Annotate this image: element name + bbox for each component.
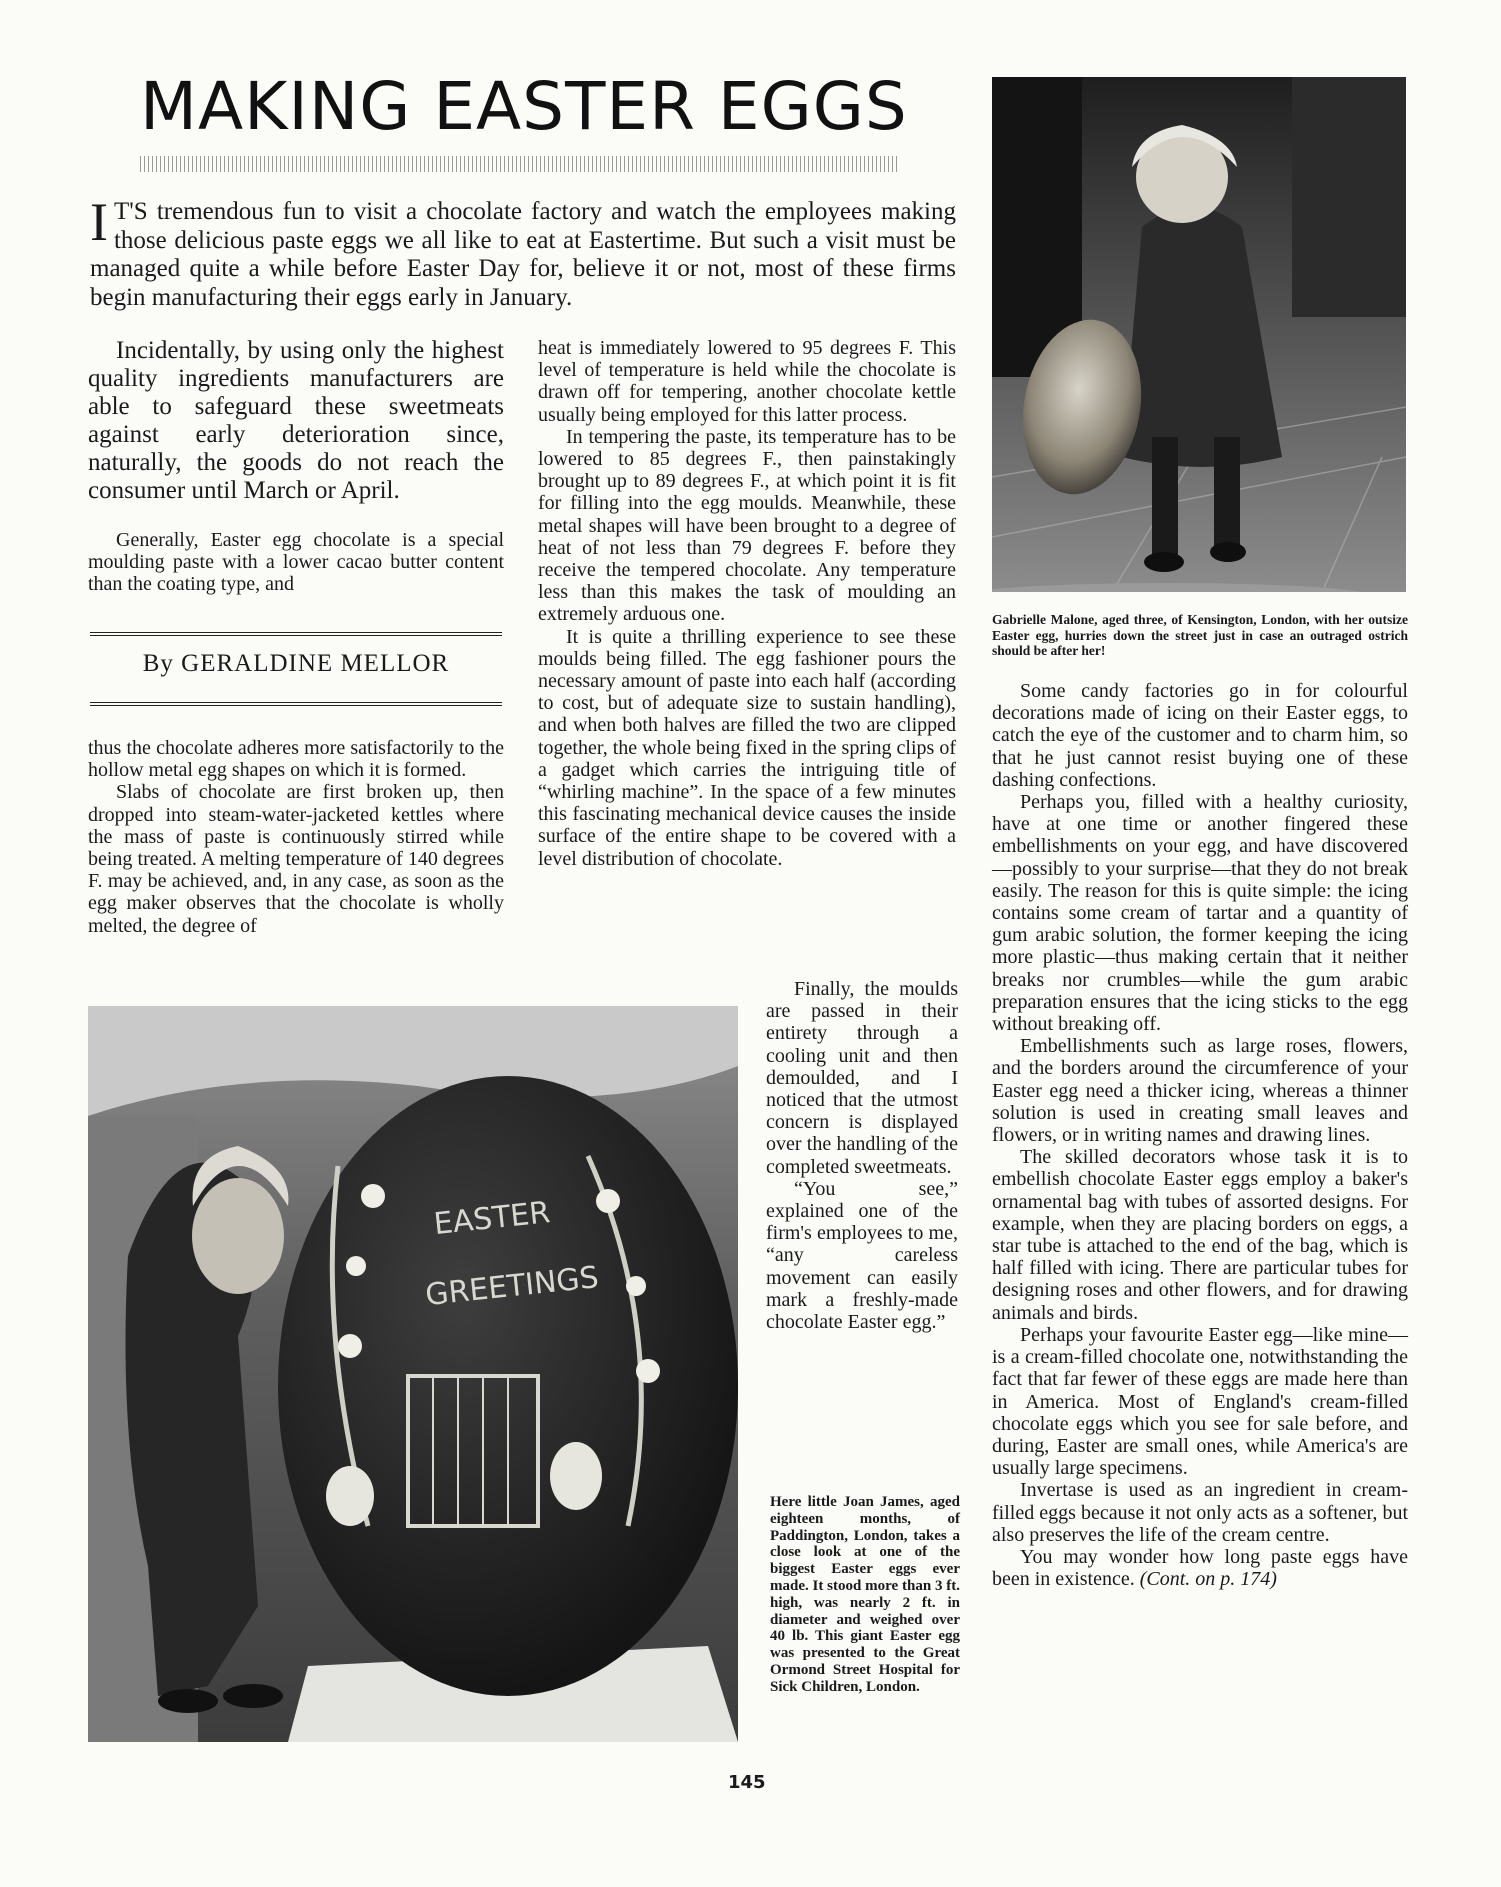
- col2-paragraph-5: “You see,” explained one of the firm's employees to me, “any careless movement can easily mark a freshly-made chocolate Easter egg.”: [766, 1177, 958, 1334]
- page-number: 145: [728, 1772, 766, 1793]
- col3-paragraph-1: Some candy factories go in for colourful decorations made of icing on their Easter eggs, to catch the eye of the customer and to charm him, so that he just cannot resist buying one of these dashing confections.: [992, 680, 1408, 791]
- photo-giant-easter-egg: [88, 1006, 738, 1742]
- article-title: MAKING EASTER EGGS: [140, 68, 908, 145]
- continued-note: (Cont. on p. 174): [1139, 1568, 1277, 1591]
- col1-paragraph-4: Slabs of chocolate are first broken up, then dropped into steam-water-jacketed kettles where the mass of paste is continuously stirred while being treated. A melting temperature of 140 degrees F. may be achieved, and, in any case, as soon as the egg maker observes that the chocolate is wholly melted, the degree of: [88, 781, 504, 937]
- egg-text-line-2: GREETINGS: [423, 1260, 601, 1314]
- col1-block-b: [88, 737, 504, 937]
- col2-paragraph-4: Finally, the moulds are passed in their entirety through a cooling unit and then demoulded, and I noticed that the utmost concern is displayed over the handling of the completed sweetmeats.: [766, 978, 958, 1178]
- col3-paragraph-2: Perhaps you, filled with a healthy curiosity, have at one time or another fingered these embellishments on your egg, and have discovered—possibly to your surprise—that they do not break easily. The reason for this is quite simple: the icing contains some cream of tartar and a quantity of gum arabic solution, the former keeping the icing more plastic—thus making certain that it neither breaks nor crumbles—while the gum arabic preparation ensures that the icing sticks to the egg without breaking off.: [992, 791, 1408, 1036]
- col3-paragraph-4: The skilled decorators whose task it is to embellish chocolate Easter eggs employ a baker's ornamental bag with tubes of assorted designs. For example, when they are placing borders on eggs, a star tube is attached to the end of the bag, which is half filled with icing. There are particular tubes for designing roses and other flowers, and for drawing animals and birds.: [992, 1146, 1408, 1324]
- col1-block-a: [88, 529, 504, 596]
- col1-paragraph-3: thus the chocolate adheres more satisfactorily to the hollow metal egg shapes on which it is formed.: [88, 737, 504, 782]
- intro-paragraph: [90, 192, 956, 312]
- col3-paragraph-7-text: You may wonder how long paste eggs have been in existence.: [992, 1545, 1408, 1591]
- egg-text-line-1: EASTER: [432, 1195, 552, 1243]
- col2-paragraph-1: heat is immediately lowered to 95 degrees F. This level of temperature is held while the chocolate is drawn off for tempering, another chocolate kettle usually being employed for this latter process.: [538, 337, 956, 426]
- col1-paragraph-1: Incidentally, by using only the highest quality ingredients manufacturers are able to safeguard these sweetmeats against early deterioration since, naturally, the goods do not reach the consumer until March or April.: [88, 337, 504, 504]
- col3-paragraph-6: Invertase is used as an ingredient in cream-filled eggs because it not only acts as a softener, but also preserves the life of the cream centre.: [992, 1479, 1408, 1546]
- col3-block: [992, 680, 1408, 1590]
- author-byline: By GERALDINE MELLOR: [142, 650, 450, 677]
- photo-caption-bottom: Here little Joan James, aged eighteen months, of Paddington, London, takes a close look at one of the biggest Easter eggs ever made. It stood more than 3 ft. high, was nearly 2 ft. in diameter and weighed over 40 lb. This giant Easter egg was presented to the Great Ormond Street Hospital for Sick Children, London.: [770, 1494, 960, 1695]
- title-underline-rule: [140, 156, 900, 172]
- drop-cap: I: [90, 192, 108, 252]
- col3-paragraph-3: Embellishments such as large roses, flowers, and the borders around the circumference of your Easter egg need a thicker icing, whereas a thinner solution is used in creating small leaves and flowers, or in writing names and drawing lines.: [992, 1035, 1408, 1147]
- col2-block-a: [538, 337, 956, 870]
- col2-paragraph-3: It is quite a thrilling experience to see these moulds being filled. The egg fashioner pours the necessary amount of paste into each half (according to cost, but of adequate size to sustain handling), and when both halves are filled the two are clipped together, the whole being fixed in the spring clips of a gadget which carries the intriguing title of “whirling machine”. In the space of a few minutes this fascinating mechanical device causes the inside surface of the entire shape to be covered with a level distribution of chocolate.: [538, 625, 956, 870]
- col3-paragraph-5: Perhaps your favourite Easter egg—like mine—is a cream-filled chocolate one, notwithstanding the fact that far fewer of these eggs are made here than in America. Most of England's cream-filled chocolate eggs which you see for sale before, and during, Easter are small ones, while America's are usually large specimens.: [992, 1323, 1408, 1480]
- col2-paragraph-2: In tempering the paste, its temperature has to be lowered to 85 degrees F., then painstakingly brought up to 89 degrees F., at which point it is fit for filling into the egg moulds. Meanwhile, these metal shapes will have been brought to a degree of heat of not less than 79 degrees F. before they receive the tempered chocolate. Any temperature less than this makes the task of moulding an extremely arduous one.: [538, 425, 956, 626]
- col3-paragraph-7: [992, 1546, 1408, 1590]
- col2-block-b: [766, 978, 958, 1333]
- col1-paragraph-2: Generally, Easter egg chocolate is a special moulding paste with a lower cacao butter content than the coating type, and: [88, 529, 504, 596]
- photo-girl-with-egg: [992, 77, 1406, 592]
- intro-text: T'S tremendous fun to visit a chocolate factory and watch the employees making those delicious paste eggs we all like to eat at Eastertime. But such a visit must be managed quite a while before Easter Day for, believe it or not, most of these firms begin manufacturing their eggs early in January.: [90, 198, 956, 311]
- photo-caption-top: Gabrielle Malone, aged three, of Kensington, London, with her outsize Easter egg, hurries down the street just in case an outraged ostrich should be after her!: [992, 612, 1408, 659]
